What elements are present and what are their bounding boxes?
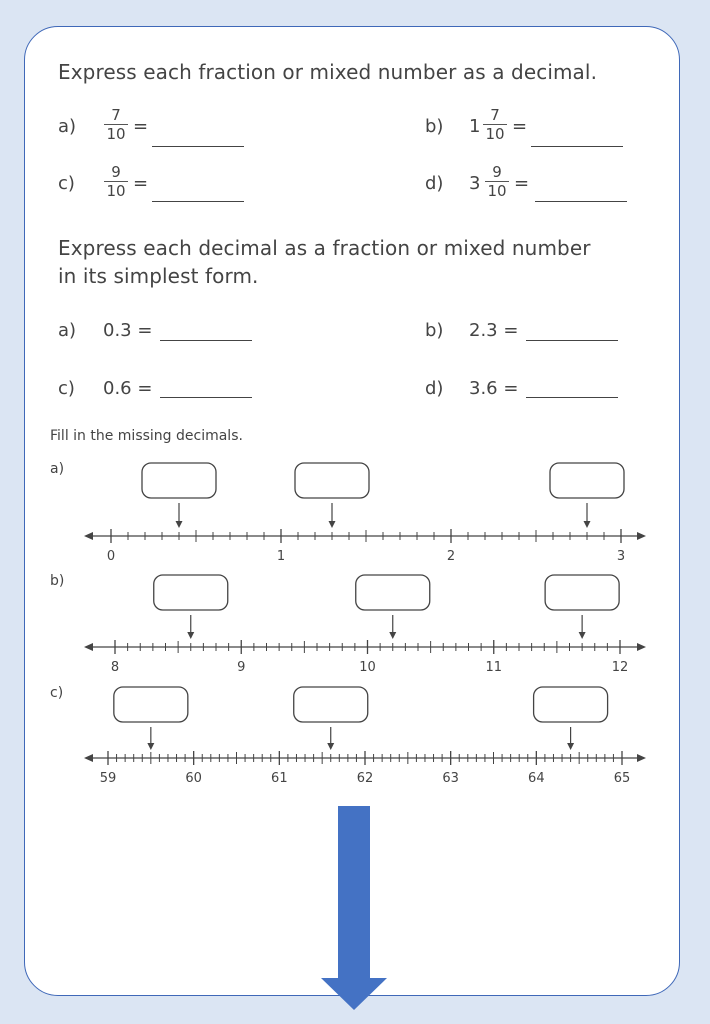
section1-instruction: Express each fraction or mixed number as a decimal. xyxy=(58,60,598,84)
s2-label-d: d) xyxy=(425,378,444,399)
tick-label: 10 xyxy=(359,660,376,675)
s1-whole-b: 1 xyxy=(469,116,481,137)
tick-label: 62 xyxy=(356,771,374,786)
s2-label-a: a) xyxy=(58,320,77,341)
s2-expr-c: 0.6 = xyxy=(103,378,153,399)
s1-label-a: a) xyxy=(58,116,77,137)
tick-label: 65 xyxy=(613,771,631,786)
s2-expr-b: 2.3 = xyxy=(469,320,519,341)
tick-label: 0 xyxy=(106,549,116,564)
s2-expr-a: 0.3 = xyxy=(103,320,153,341)
s1-fraction-c: 9 10 xyxy=(103,163,129,200)
s1-label-c: c) xyxy=(58,173,75,194)
s1-equals-b: = xyxy=(512,116,528,137)
tick-label: 64 xyxy=(528,771,545,786)
number-line-label-b: b) xyxy=(50,573,65,589)
s1-fraction-d: 9 10 xyxy=(484,163,510,200)
s1-equals-a: = xyxy=(133,116,149,137)
tick-label: 61 xyxy=(271,771,288,786)
tick-label: 59 xyxy=(99,771,117,786)
tick-label: 8 xyxy=(110,660,120,675)
section2-instruction-line1: Express each decimal as a fraction or mixed number xyxy=(58,236,591,260)
tick-label: 11 xyxy=(485,660,503,675)
s2-expr-d: 3.6 = xyxy=(469,378,519,399)
s2-label-b: b) xyxy=(425,320,444,341)
section3-instruction: Fill in the missing decimals. xyxy=(50,428,243,444)
tick-label: 2 xyxy=(446,549,456,564)
number-line-label-c: c) xyxy=(50,685,64,701)
tick-label: 1 xyxy=(276,549,286,564)
tick-label: 3 xyxy=(616,549,626,564)
tick-label: 60 xyxy=(185,771,202,786)
s1-equals-d: = xyxy=(514,173,530,194)
s1-fraction-a: 7 10 xyxy=(103,106,129,143)
s1-fraction-b: 7 10 xyxy=(482,106,508,143)
tick-label: 12 xyxy=(611,660,629,675)
s1-whole-d: 3 xyxy=(469,173,481,194)
s2-label-c: c) xyxy=(58,378,75,399)
tick-label: 9 xyxy=(237,660,246,675)
s1-equals-c: = xyxy=(133,173,149,194)
s1-label-b: b) xyxy=(425,116,444,137)
down-arrow-shape xyxy=(321,806,387,1010)
tick-label: 63 xyxy=(442,771,459,786)
section2-instruction-line2: in its simplest form. xyxy=(58,264,259,288)
number-line-label-a: a) xyxy=(50,461,65,477)
s1-label-d: d) xyxy=(425,173,444,194)
